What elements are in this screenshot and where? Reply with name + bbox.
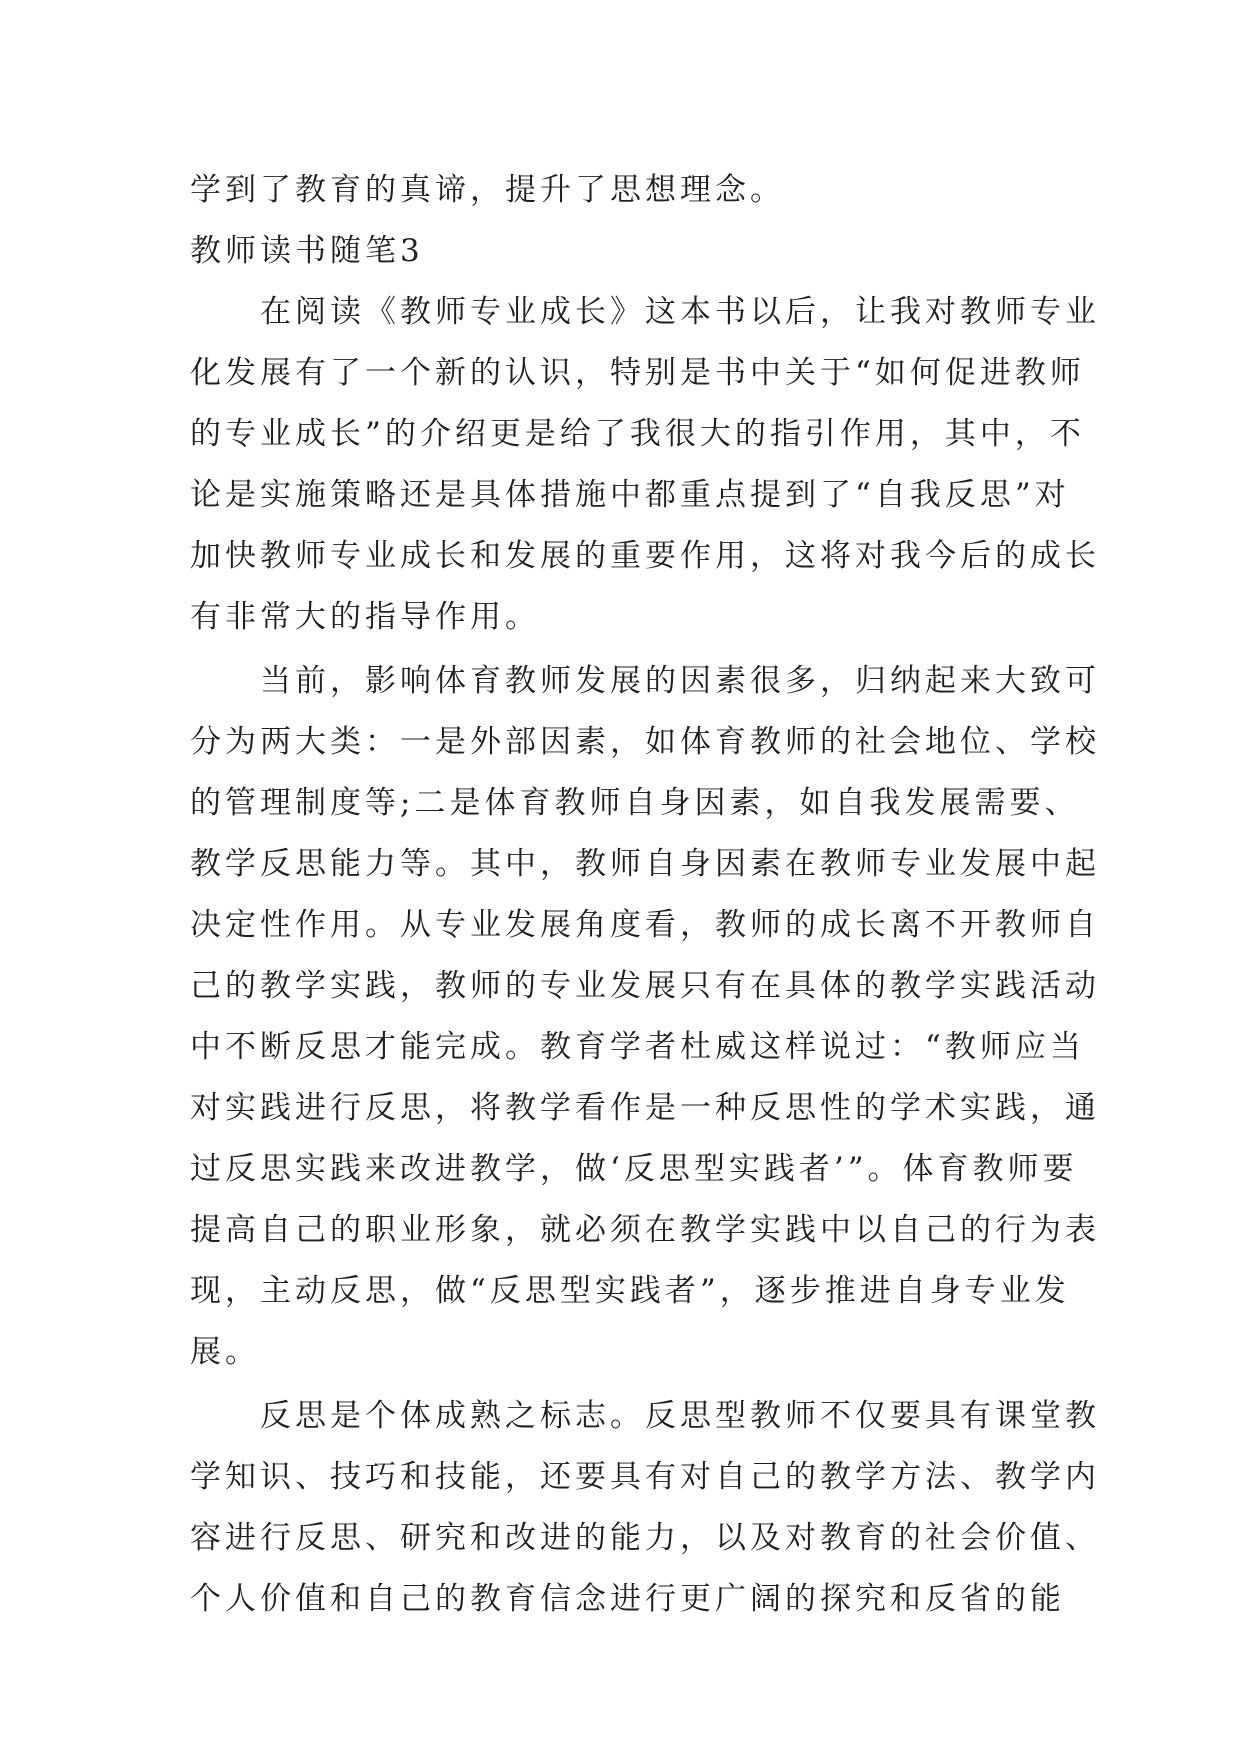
paragraph-line: 过反思实践来改进教学，做‘反思型实践者’”。体育教师要 xyxy=(190,1151,1078,1187)
paragraph-line: 展。 xyxy=(190,1334,260,1370)
paragraph-line: 己的教学实践，教师的专业发展只有在具体的教学实践活动 xyxy=(190,968,1100,1004)
paragraph-line: 论是实施策略还是具体措施中都重点提到了“自我反思”对 xyxy=(190,477,1070,513)
paragraph-line: 反思是个体成熟之标志。反思型教师不仅要具有课堂教 xyxy=(260,1398,1100,1434)
paragraph-1 xyxy=(190,282,1100,648)
paragraph-line: 当前，影响体育教师发展的因素很多，归纳起来大致可 xyxy=(260,663,1100,699)
paragraph-line: 教学反思能力等。其中，教师自身因素在教师专业发展中起 xyxy=(190,846,1100,882)
paragraph-line: 化发展有了一个新的认识，特别是书中关于“如何促进教师 xyxy=(190,355,1085,391)
paragraph-line: 决定性作用。从专业发展角度看，教师的成长离不开教师自 xyxy=(190,907,1100,943)
paragraph-3 xyxy=(190,1386,1100,1630)
paragraph-line: 的管理制度等;二是体育教师自身因素，如自我发展需要、 xyxy=(190,785,1080,821)
paragraph-line: 的专业成长”的介绍更是给了我很大的指引作用，其中，不 xyxy=(190,416,1085,452)
section-heading: 教师读书随笔3 xyxy=(190,233,424,269)
paragraph-line: 学知识、技巧和技能，还要具有对自己的教学方法、教学内 xyxy=(190,1459,1100,1495)
intro-line: 学到了教育的真谛，提升了思想理念。 xyxy=(190,172,785,208)
paragraph-line: 个人价值和自己的教育信念进行更广阔的探究和反省的能 xyxy=(190,1581,1065,1617)
paragraph-line: 有非常大的指导作用。 xyxy=(190,599,540,635)
paragraph-2 xyxy=(190,651,1100,1383)
paragraph-line: 分为两大类：一是外部因素，如体育教师的社会地位、学校 xyxy=(190,724,1100,760)
paragraph-line: 加快教师专业成长和发展的重要作用，这将对我今后的成长 xyxy=(190,538,1100,574)
paragraph-line: 现，主动反思，做“反思型实践者”，逐步推进自身专业发 xyxy=(190,1273,1070,1309)
paragraph-line: 容进行反思、研究和改进的能力，以及对教育的社会价值、 xyxy=(190,1520,1100,1556)
paragraph-line: 在阅读《教师专业成长》这本书以后，让我对教师专业 xyxy=(260,294,1100,330)
paragraph-line: 提高自己的职业形象，就必须在教学实践中以自己的行为表 xyxy=(190,1212,1100,1248)
document-body xyxy=(190,160,1100,1630)
paragraph-line: 对实践进行反思，将教学看作是一种反思性的学术实践，通 xyxy=(190,1090,1100,1126)
paragraph-line: 中不断反思才能完成。教育学者杜威这样说过：“教师应当 xyxy=(190,1029,1085,1065)
